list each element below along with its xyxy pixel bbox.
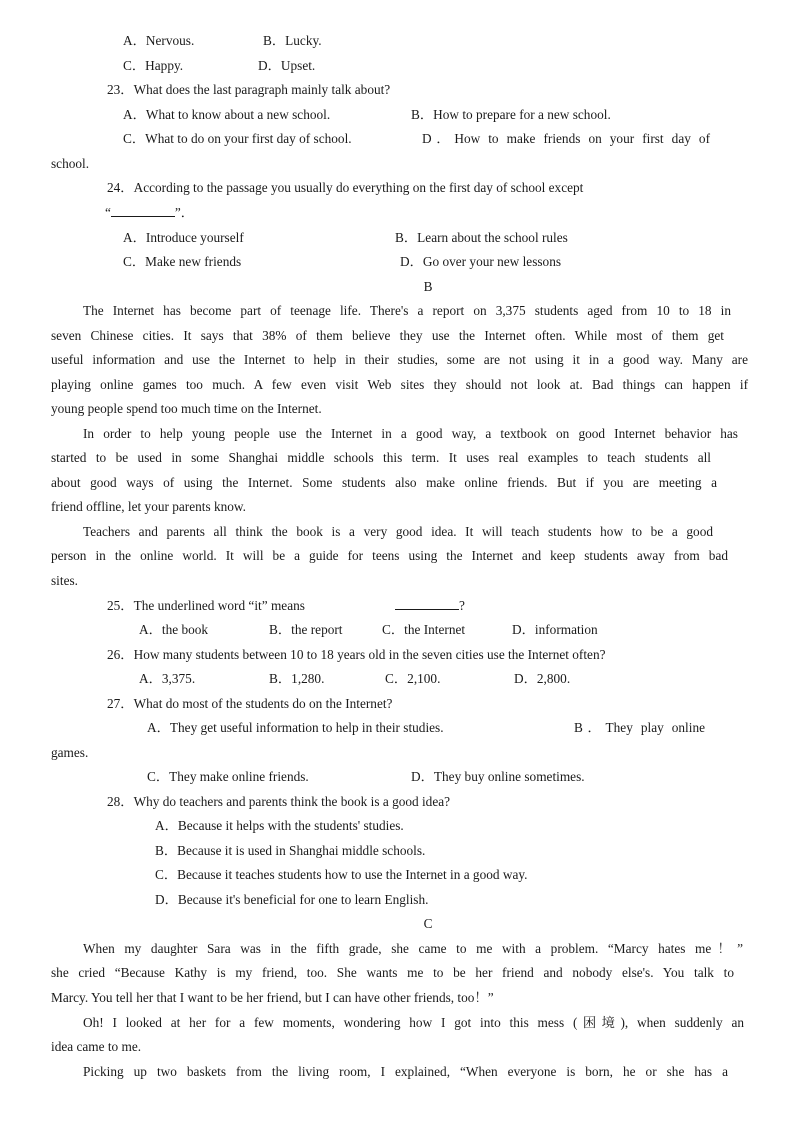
q25-option-b: B．the report xyxy=(269,622,343,637)
q27-stem: 27．What do most of the students do on the Internet? xyxy=(107,696,393,711)
q25-stem: 25．The underlined word “it” means xyxy=(107,598,305,613)
q25-option-a: A．the book xyxy=(139,622,209,637)
q24-option-a: A．Introduce yourself xyxy=(123,230,244,245)
section-b-heading: B xyxy=(423,279,433,294)
q28-stem: 28．Why do teachers and parents think the book is a good idea? xyxy=(107,794,451,809)
q22-option-a: A．Nervous. xyxy=(123,33,195,48)
q24-blank-line xyxy=(111,204,175,217)
q22-option-c: C．Happy. xyxy=(123,58,184,73)
passage-b-line: playing online games too much. A few even visit Web sites they should not look at. Bad things can happen if xyxy=(51,377,748,392)
q22-option-b: B．Lucky. xyxy=(263,33,322,48)
q24-stem: 24．According to the passage you usually do everything on the first day of school except xyxy=(107,180,584,195)
passage-b-line: useful information and use the Internet to help in their studies, some are not using it in a good way. Many are xyxy=(51,352,748,367)
q23-stem: 23．What does the last paragraph mainly talk about? xyxy=(107,82,391,97)
q24-option-c: C．Make new friends xyxy=(123,254,242,269)
passage-b-line: The Internet has become part of teenage life. There's a report on 3,375 students aged from 10 to 18 in xyxy=(83,303,731,318)
q25-option-d: D．information xyxy=(512,622,598,637)
q27-option-d: D．They buy online sometimes. xyxy=(411,769,585,784)
q23-option-c: C．What to do on your first day of school. xyxy=(123,131,352,146)
passage-b-line: In order to help young people use the Internet in a good way, a textbook on good Internet behavior has xyxy=(83,426,738,441)
q27-option-c: C．They make online friends. xyxy=(147,769,309,784)
passage-b-line: friend offline, let your parents know. xyxy=(51,499,246,514)
q24-answer-blank xyxy=(105,204,194,222)
q23-option-d-continued: school. xyxy=(51,156,90,171)
passage-c-line: When my daughter Sara was in the fifth grade, she came to me with a problem. “Marcy hates me！” xyxy=(83,941,743,956)
q26-option-d: D．2,800. xyxy=(514,671,571,686)
q26-option-b: B．1,280. xyxy=(269,671,325,686)
passage-c-line: idea came to me. xyxy=(51,1039,142,1054)
passage-b-line: started to be used in some Shanghai middle schools this term. It uses real examples to teach students all xyxy=(51,450,711,465)
passage-b-line: about good ways of using the Internet. Some students also make online friends. But if you are meeting a xyxy=(51,475,717,490)
q27-option-b-continued: games. xyxy=(51,745,89,760)
q23-option-d: D．How to make friends on your first day of xyxy=(422,131,710,146)
q22-option-d: D．Upset. xyxy=(258,58,316,73)
passage-b-line: seven Chinese cities. It says that 38% of them believe they use the Internet often. While most of them get xyxy=(51,328,724,343)
q28-option-b: B．Because it is used in Shanghai middle schools. xyxy=(155,843,426,858)
q24-quote-close: ”． xyxy=(174,205,195,220)
q24-option-d: D．Go over your new lessons xyxy=(400,254,562,269)
passage-b-line: sites. xyxy=(51,573,78,588)
q25-blank-line xyxy=(395,597,459,610)
passage-c-line: Picking up two baskets from the living room, I explained, “When everyone is born, he or she has a xyxy=(83,1064,728,1079)
q26-option-a: A．3,375. xyxy=(139,671,196,686)
q24-option-b: B．Learn about the school rules xyxy=(395,230,568,245)
q25-option-c: C．the Internet xyxy=(382,622,466,637)
section-c-heading: C xyxy=(423,916,433,931)
q27-option-b: B．They play online xyxy=(574,720,705,735)
q28-option-c: C．Because it teaches students how to use the Internet in a good way. xyxy=(155,867,528,882)
passage-b-line: person in the online world. It will be a guide for teens using the Internet and keep students away from bad xyxy=(51,548,728,563)
q27-option-a: A．They get useful information to help in their studies. xyxy=(147,720,444,735)
q25-answer-blank xyxy=(395,597,465,615)
q23-option-b: B．How to prepare for a new school. xyxy=(411,107,611,122)
passage-c-line: Marcy. You tell her that I want to be her friend, but I can have other friends, too！” xyxy=(51,990,494,1005)
q23-option-a: A．What to know about a new school. xyxy=(123,107,331,122)
q24-quote-open: “ xyxy=(105,205,111,220)
q28-option-d: D．Because it's beneficial for one to learn English. xyxy=(155,892,429,907)
q28-option-a: A．Because it helps with the students' studies. xyxy=(155,818,404,833)
q26-option-c: C．2,100. xyxy=(385,671,441,686)
q26-stem: 26．How many students between 10 to 18 years old in the seven cities use the Internet often? xyxy=(107,647,606,662)
passage-b-line: young people spend too much time on the Internet. xyxy=(51,401,322,416)
passage-b-line: Teachers and parents all think the book is a very good idea. It will teach students how to be a good xyxy=(83,524,713,539)
passage-c-line: Oh! I looked at her for a few moments, wondering how I got into this mess (困境), when suddenly an xyxy=(83,1015,744,1030)
q25-question-mark: ? xyxy=(459,598,465,613)
passage-c-line: she cried “Because Kathy is my friend, too. She wants me to be her friend and nobody else's. You talk to xyxy=(51,965,734,980)
